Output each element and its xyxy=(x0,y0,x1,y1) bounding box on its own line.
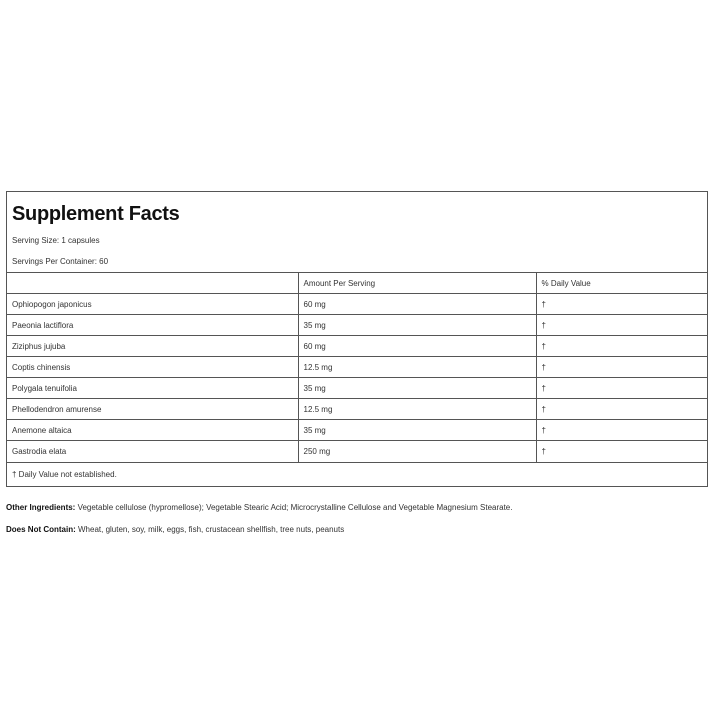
does-not-contain-text: Wheat, gluten, soy, milk, eggs, fish, crustacean shellfish, tree nuts, peanuts xyxy=(75,525,345,534)
ingredient-daily-value: † xyxy=(536,294,707,315)
ingredient-notes xyxy=(6,500,708,544)
ingredient-daily-value: † xyxy=(536,441,707,462)
ingredient-daily-value: † xyxy=(536,399,707,420)
servings-per-container: Servings Per Container: 60 xyxy=(12,257,109,266)
ingredient-name: Coptis chinensis xyxy=(7,357,298,378)
table-row xyxy=(7,378,707,399)
ingredient-amount: 35 mg xyxy=(298,420,536,441)
table-header-row xyxy=(7,273,707,294)
ingredient-amount: 60 mg xyxy=(298,294,536,315)
does-not-contain-label: Does Not Contain: xyxy=(6,525,76,534)
daily-value-footnote: † Daily Value not established. xyxy=(7,462,707,486)
serving-size: Serving Size: 1 capsules xyxy=(12,236,100,245)
column-header-ingredient xyxy=(7,273,298,294)
ingredient-name: Phellodendron amurense xyxy=(7,399,298,420)
ingredient-amount: 12.5 mg xyxy=(298,357,536,378)
table-row xyxy=(7,399,707,420)
other-ingredients-label: Other Ingredients: xyxy=(6,503,76,512)
ingredient-daily-value: † xyxy=(536,378,707,399)
ingredient-daily-value: † xyxy=(536,315,707,336)
ingredient-amount: 12.5 mg xyxy=(298,399,536,420)
ingredient-amount: 60 mg xyxy=(298,336,536,357)
supplement-facts-panel xyxy=(6,191,708,487)
ingredient-name: Anemone altaica xyxy=(7,420,298,441)
facts-header xyxy=(7,192,707,272)
other-ingredients xyxy=(6,500,708,522)
does-not-contain xyxy=(6,522,708,544)
table-row xyxy=(7,441,707,462)
table-row xyxy=(7,420,707,441)
ingredient-daily-value: † xyxy=(536,420,707,441)
other-ingredients-text: Vegetable cellulose (hypromellose); Vegetable Stearic Acid; Microcrystalline Cellulose and Vegetable Magnesium Stearate. xyxy=(75,503,513,512)
ingredient-name: Ophiopogon japonicus xyxy=(7,294,298,315)
ingredient-name: Polygala tenuifolia xyxy=(7,378,298,399)
facts-table xyxy=(7,272,707,462)
column-header-amount: Amount Per Serving xyxy=(298,273,536,294)
facts-title: Supplement Facts xyxy=(12,203,180,225)
ingredient-name: Paeonia lactiflora xyxy=(7,315,298,336)
table-row xyxy=(7,315,707,336)
column-header-daily-value: % Daily Value xyxy=(536,273,707,294)
table-row xyxy=(7,357,707,378)
table-row xyxy=(7,294,707,315)
ingredient-daily-value: † xyxy=(536,336,707,357)
ingredient-daily-value: † xyxy=(536,357,707,378)
ingredient-name: Ziziphus jujuba xyxy=(7,336,298,357)
ingredient-amount: 250 mg xyxy=(298,441,536,462)
ingredient-name: Gastrodia elata xyxy=(7,441,298,462)
ingredient-amount: 35 mg xyxy=(298,378,536,399)
table-row xyxy=(7,336,707,357)
ingredient-amount: 35 mg xyxy=(298,315,536,336)
